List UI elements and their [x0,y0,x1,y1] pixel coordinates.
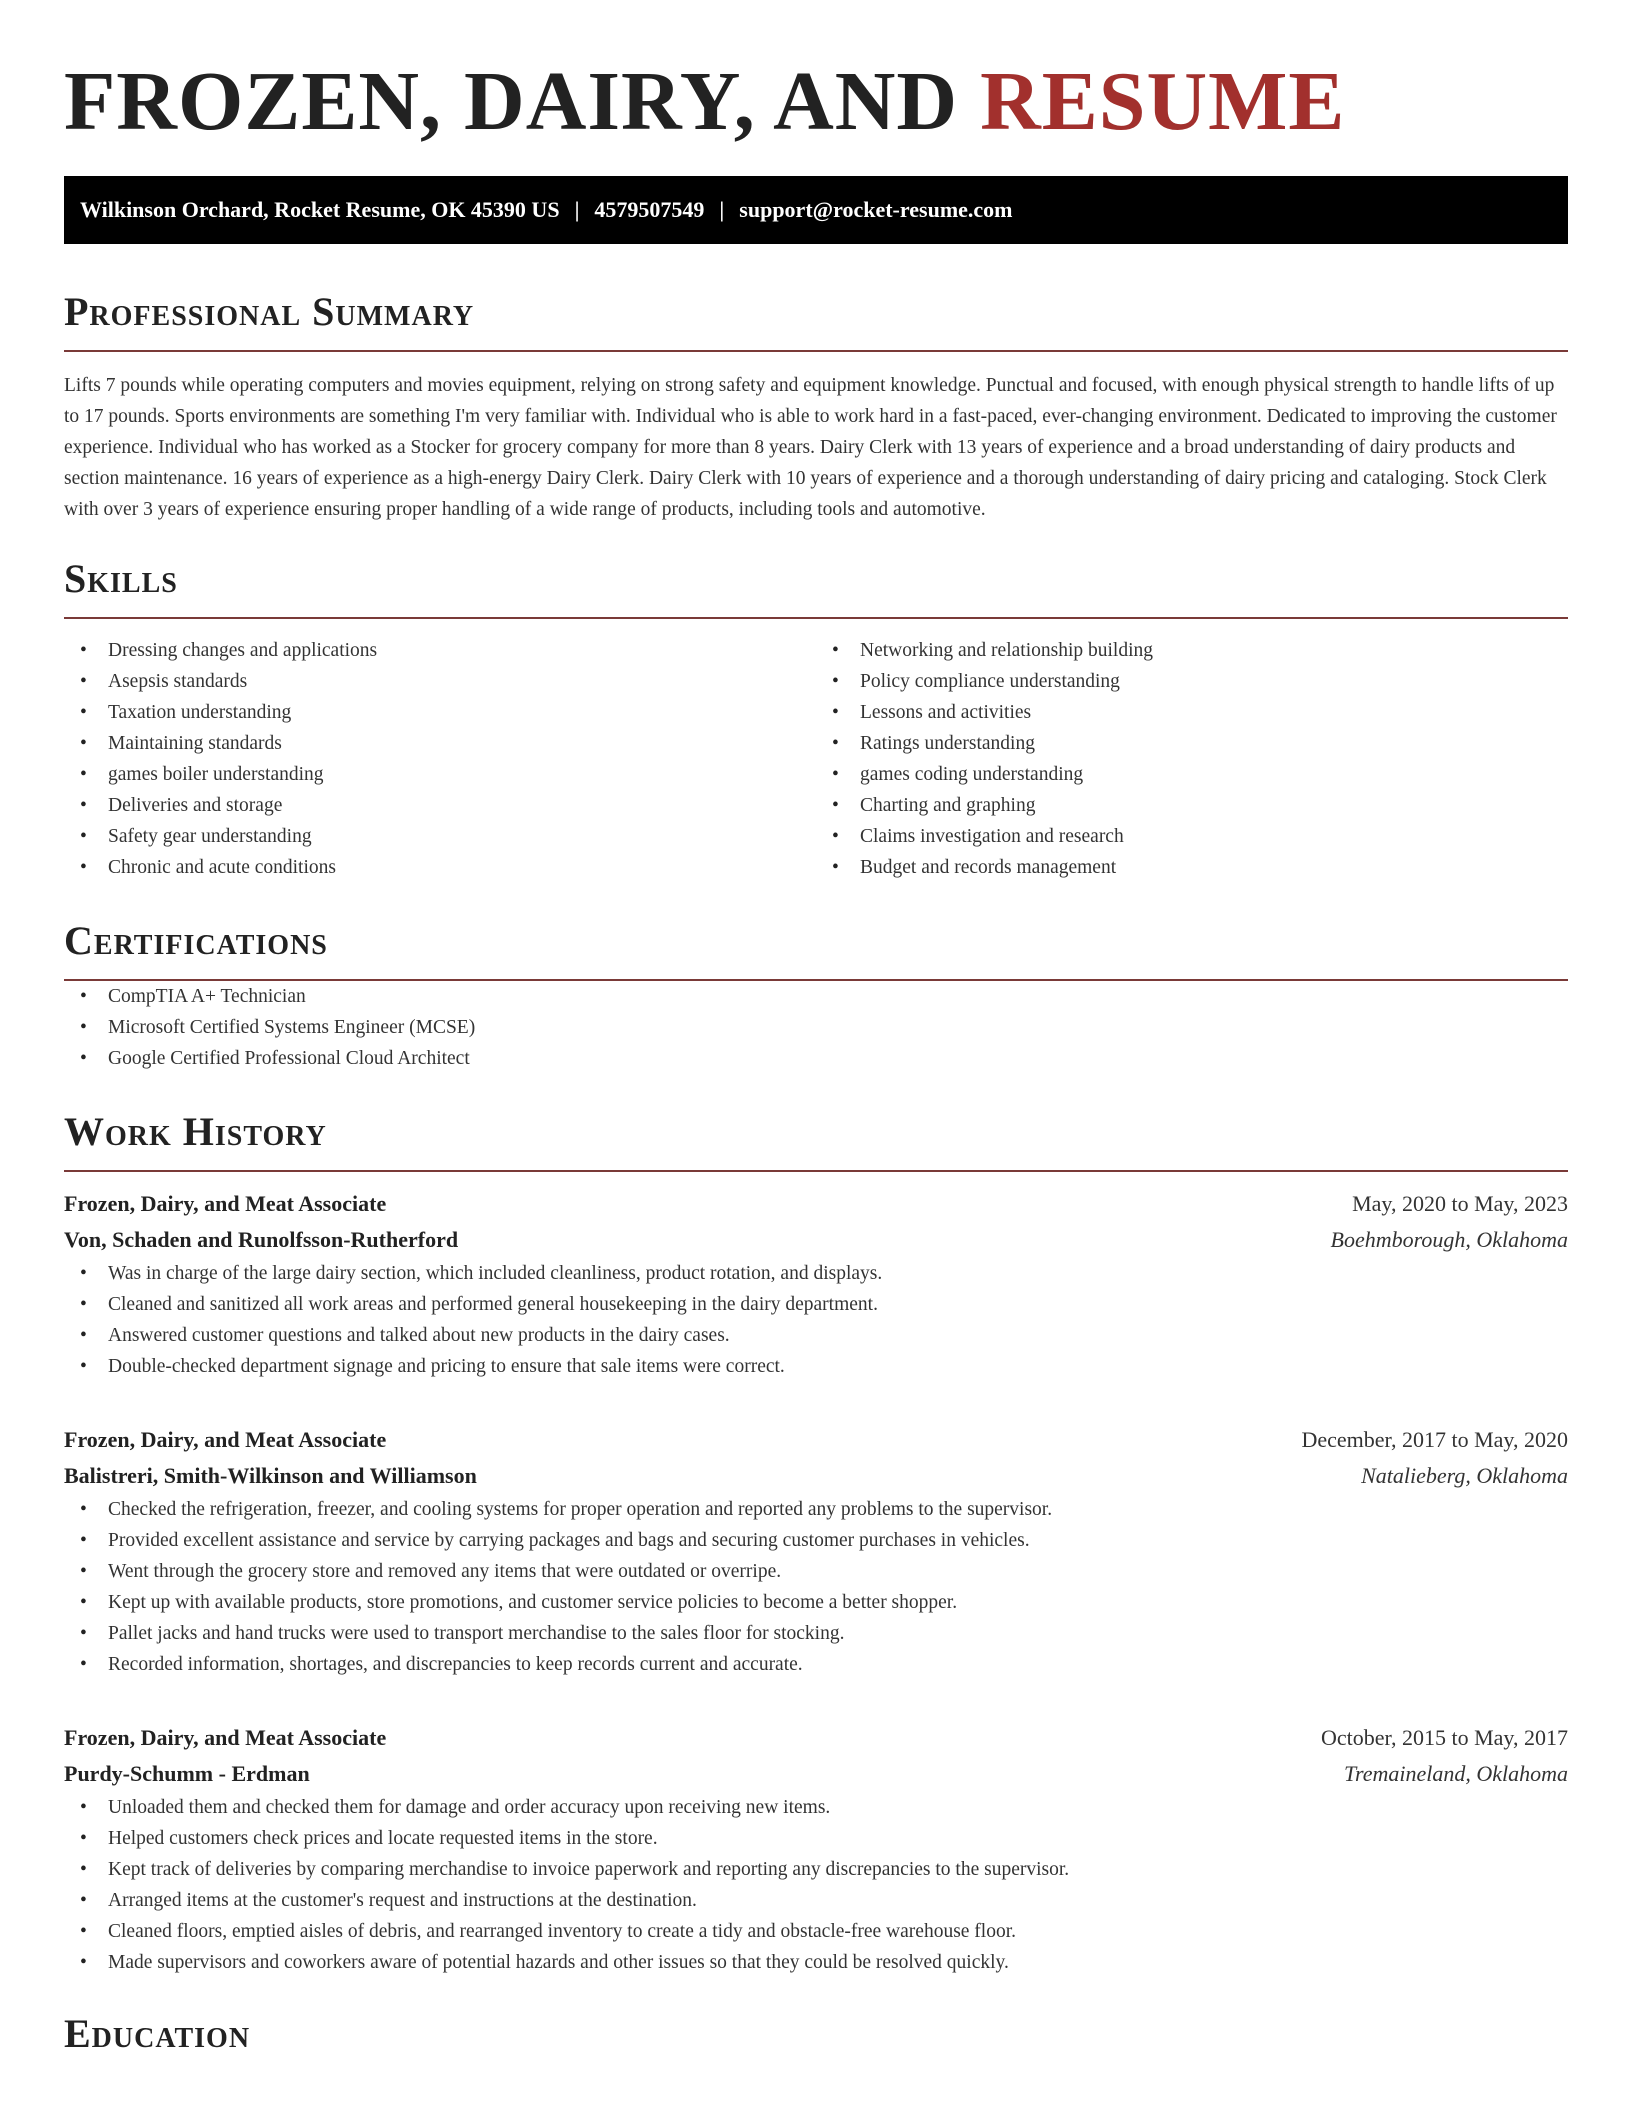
job-dates: October, 2015 to May, 2017 [1321,1725,1568,1750]
list-item: • Microsoft Certified Systems Engineer (MCSE) [64,1012,1568,1043]
list-item: • Asepsis standards [64,666,816,697]
list-item: • Recorded information, shortages, and discrepancies to keep records current and accurate. [64,1649,1568,1680]
education-heading: Education [64,2011,251,2056]
summary-heading: Professional Summary [64,288,1568,352]
job-dates: December, 2017 to May, 2020 [1301,1427,1568,1452]
skills-column-left [64,635,816,883]
list-item: • Deliveries and storage [64,790,816,821]
job-company-row [64,1222,1568,1258]
list-item: • Arranged items at the customer's request and instructions at the destination. [64,1885,1568,1916]
contact-phone: 4579507549 [594,197,705,222]
certifications-list [64,981,1568,1074]
list-item: • games boiler understanding [64,759,816,790]
job-role: Frozen, Dairy, and Meat Associate [64,1427,387,1452]
list-item: • Pallet jacks and hand trucks were used to transport merchandise to the sales floor for stocking. [64,1618,1568,1649]
list-item: • Kept up with available products, store promotions, and customer service policies to become a better shopper. [64,1587,1568,1618]
work-history [64,1186,1568,1978]
list-item: • Taxation understanding [64,697,816,728]
list-item: • Claims investigation and research [816,821,1568,852]
list-item: • Made supervisors and coworkers aware of potential hazards and other issues so that they could be resolved quickly. [64,1947,1568,1978]
work-history-heading: Work History [64,1108,1568,1172]
job-entry [64,1720,1568,1978]
title-accent: RESUME [980,55,1346,148]
list-item: • Networking and relationship building [816,635,1568,666]
list-item: • Chronic and acute conditions [64,852,816,883]
title-main: FROZEN, DAIRY, AND [64,55,981,148]
list-item: • Budget and records management [816,852,1568,883]
list-item: • Checked the refrigeration, freezer, and cooling systems for proper operation and reported any problems to the supervisor. [64,1494,1568,1525]
job-location: Tremaineland, Oklahoma [1343,1761,1568,1786]
list-item: • Kept track of deliveries by comparing merchandise to invoice paperwork and reporting any discrepancies to the supervisor. [64,1854,1568,1885]
summary-text: Lifts 7 pounds while operating computers and movies equipment, relying on strong safety and equipment knowledge. Punctual and focused, with enough physical strength to handle lifts of up to 17 pounds. Sports environments are something I'm very familiar with. Individual who is able to work hard in a fast-paced, ever-changing environment. Dedicated to improving the customer experience. Individual who has worked as a Stocker for grocery company for more than 8 years. Dairy Clerk with 13 years of experience and a broad understanding of dairy products and section maintenance. 16 years of experience as a high-energy Dairy Clerk. Dairy Clerk with 10 years of experience and a thorough understanding of dairy pricing and cataloging. Stock Clerk with over 3 years of experience ensuring proper handling of a wide range of products, including tools and automotive. [64,375,1557,520]
skills-grid [64,635,1568,883]
contact-bar [64,176,1568,244]
list-item: • Provided excellent assistance and service by carrying packages and bags and securing customer purchases in vehicles. [64,1525,1568,1556]
job-header-row [64,1720,1568,1756]
list-item: • Answered customer questions and talked about new products in the dairy cases. [64,1320,1568,1351]
list-item: • Was in charge of the large dairy section, which included cleanliness, product rotation, and displays. [64,1258,1568,1289]
job-location: Boehmborough, Oklahoma [1330,1227,1568,1252]
job-company: Purdy-Schumm - Erdman [64,1761,310,1786]
list-item: • Unloaded them and checked them for damage and order accuracy upon receiving new items. [64,1792,1568,1823]
contact-separator: | [719,197,725,222]
list-item: • Policy compliance understanding [816,666,1568,697]
job-tasks [64,1792,1568,1978]
job-dates: May, 2020 to May, 2023 [1352,1191,1568,1216]
list-item: • games coding understanding [816,759,1568,790]
list-item: • Lessons and activities [816,697,1568,728]
resume-title [64,0,1568,176]
job-role: Frozen, Dairy, and Meat Associate [64,1191,387,1216]
job-company: Balistreri, Smith-Wilkinson and Williamson [64,1463,477,1488]
list-item: • Ratings understanding [816,728,1568,759]
list-item: • Maintaining standards [64,728,816,759]
list-item: • Cleaned floors, emptied aisles of debris, and rearranged inventory to create a tidy and obstacle-free warehouse floor. [64,1916,1568,1947]
skills-column-right [816,635,1568,883]
skills-list-right [816,635,1568,883]
job-company-row [64,1756,1568,1792]
list-item: • Cleaned and sanitized all work areas and performed general housekeeping in the dairy department. [64,1289,1568,1320]
list-item: • Safety gear understanding [64,821,816,852]
list-item: • Charting and graphing [816,790,1568,821]
job-entry [64,1422,1568,1680]
job-company: Von, Schaden and Runolfsson-Rutherford [64,1227,459,1252]
job-header-row [64,1186,1568,1222]
job-tasks [64,1258,1568,1382]
contact-address: Wilkinson Orchard, Rocket Resume, OK 45390 US [80,197,560,222]
list-item: • Double-checked department signage and pricing to ensure that sale items were correct. [64,1351,1568,1382]
job-entry [64,1186,1568,1382]
list-item: • Helped customers check prices and locate requested items in the store. [64,1823,1568,1854]
skills-list-left [64,635,816,883]
job-tasks [64,1494,1568,1680]
job-location: Natalieberg, Oklahoma [1361,1463,1568,1488]
job-role: Frozen, Dairy, and Meat Associate [64,1725,387,1750]
list-item: • Google Certified Professional Cloud Architect [64,1043,1568,1074]
job-company-row [64,1458,1568,1494]
list-item: • Went through the grocery store and removed any items that were outdated or overripe. [64,1556,1568,1587]
contact-email[interactable]: support@rocket-resume.com [739,197,1013,222]
skills-heading: Skills [64,555,1568,619]
job-header-row [64,1422,1568,1458]
contact-separator: | [574,197,580,222]
certifications-heading: Certifications [64,917,1568,981]
list-item: • CompTIA A+ Technician [64,981,1568,1012]
list-item: • Dressing changes and applications [64,635,816,666]
